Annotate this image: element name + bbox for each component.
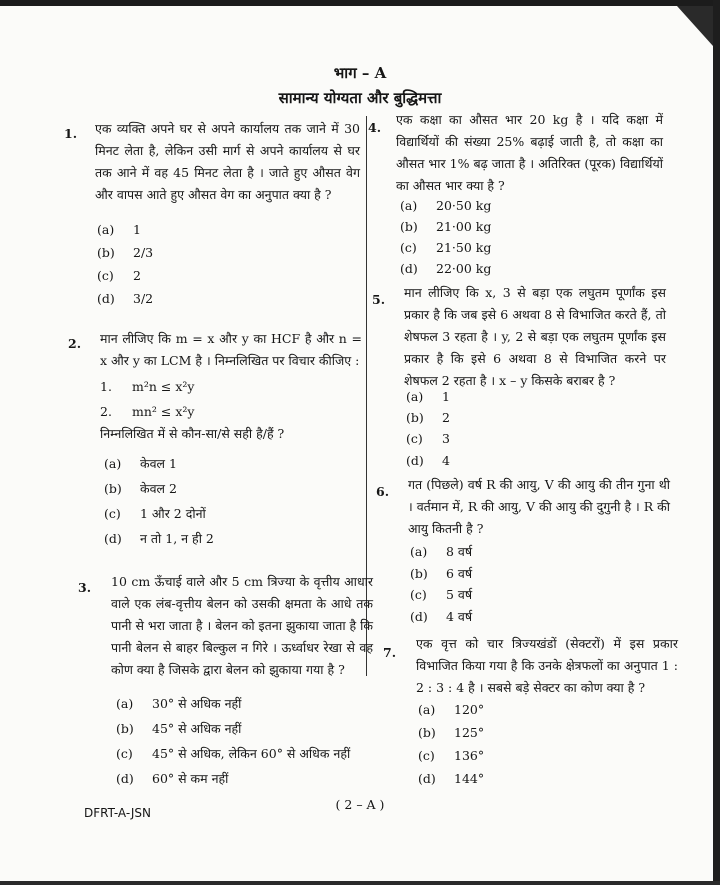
option-text: 60° से कम नहीं xyxy=(152,771,229,786)
statement-number: 2. xyxy=(100,404,112,419)
question-number: 5. xyxy=(372,292,386,307)
option xyxy=(406,410,450,425)
option-label: (a) xyxy=(400,198,418,213)
option-text: 144° xyxy=(454,771,485,786)
option-text: 4 xyxy=(442,453,450,468)
option xyxy=(97,222,141,237)
option-label: (d) xyxy=(116,771,134,786)
option-label: (d) xyxy=(97,291,115,306)
option-label: (d) xyxy=(418,771,436,786)
option-text: 1 xyxy=(133,222,141,237)
option xyxy=(104,455,177,472)
option-text: 21·00 kg xyxy=(436,219,492,234)
option-label: (d) xyxy=(104,531,122,546)
option-text: 2 xyxy=(442,410,450,425)
statement-number: 1. xyxy=(100,379,112,394)
option xyxy=(400,261,491,276)
option-label: (c) xyxy=(406,431,423,446)
option-label: (c) xyxy=(104,506,121,521)
option-label: (c) xyxy=(418,748,435,763)
scan-edge-bottom xyxy=(0,881,720,885)
option-text: 136° xyxy=(454,748,485,763)
option xyxy=(97,268,141,283)
option xyxy=(410,586,472,603)
statement-text: mn² ≤ x²y xyxy=(132,404,195,419)
option-text: 45° से अधिक नहीं xyxy=(152,721,242,736)
option-label: (a) xyxy=(104,456,122,471)
question-number: 3. xyxy=(78,580,92,595)
option-label: (a) xyxy=(97,222,115,237)
statement xyxy=(100,379,194,394)
option-label: (a) xyxy=(116,696,134,711)
option xyxy=(410,543,472,560)
option-text: 120° xyxy=(454,702,485,717)
option-label: (b) xyxy=(116,721,134,736)
option-text: 2 xyxy=(133,268,141,283)
scan-edge-right xyxy=(713,0,720,885)
statement-text: m²n ≤ x²y xyxy=(132,379,195,394)
option xyxy=(418,702,484,717)
option-label: (d) xyxy=(410,609,428,624)
question-number: 4. xyxy=(368,120,382,135)
question-stem: मान लीजिए कि m = x और y का HCF है और n = x और y का LCM है । निम्नलिखित पर विचार कीजिए : xyxy=(100,331,362,368)
option-text: 3 xyxy=(442,431,450,446)
part-label: भाग – A xyxy=(333,64,387,82)
page-number: ( 2 – A ) xyxy=(335,797,385,812)
option xyxy=(104,480,177,497)
option-text: 2/3 xyxy=(133,245,154,260)
option-label: (c) xyxy=(410,587,427,602)
option-label: (c) xyxy=(400,240,417,255)
question-stem: एक वृत्त को चार त्रिज्यखंडों (सेक्टरों) में इस प्रकार विभाजित किया गया है कि उनके क्षेत्रफलों का अनुपात 1 : 2 : 3 : 4 है । सबसे बड़े सेक्टर का कोण क्या है ? xyxy=(416,636,678,695)
option-text: 30° से अधिक नहीं xyxy=(152,696,242,711)
option-text: 5 वर्ष xyxy=(446,587,473,602)
option xyxy=(104,530,214,547)
option-text: केवल 1 xyxy=(140,456,177,471)
option xyxy=(400,219,491,234)
option-text: 6 वर्ष xyxy=(446,566,473,581)
option-text: 1 xyxy=(442,389,450,404)
option-label: (b) xyxy=(104,481,122,496)
question-stem: गत (पिछले) वर्ष R की आयु, V की आयु की तीन गुना थी । वर्तमान में, R की आयु, V की आयु की दुगुनी है । R की आयु कितनी है ? xyxy=(408,477,670,536)
question-prompt: निम्नलिखित में से कौन-सा/से सही है/हैं ? xyxy=(100,426,285,441)
option xyxy=(97,245,153,260)
question-number: 7. xyxy=(383,645,397,660)
option xyxy=(418,748,484,763)
question-number: 1. xyxy=(64,126,78,141)
option xyxy=(418,771,484,786)
option-label: (b) xyxy=(97,245,115,260)
section-title: सामान्य योग्यता और बुद्धिमत्ता xyxy=(278,89,442,107)
question-number: 6. xyxy=(376,484,390,499)
option-label: (b) xyxy=(410,566,428,581)
option-text: 21·50 kg xyxy=(436,240,492,255)
option-label: (c) xyxy=(97,268,114,283)
option xyxy=(410,565,472,582)
option xyxy=(116,770,228,787)
option-label: (d) xyxy=(406,453,424,468)
option xyxy=(418,725,484,740)
option-text: केवल 2 xyxy=(140,481,177,496)
option-text: 1 और 2 दोनों xyxy=(140,506,206,521)
option-label: (b) xyxy=(400,219,418,234)
option-label: (b) xyxy=(418,725,436,740)
option xyxy=(400,198,491,213)
option xyxy=(406,453,450,468)
question-number: 2. xyxy=(68,336,82,351)
option xyxy=(97,291,153,306)
question-stem: एक कक्षा का औसत भार 20 kg है । यदि कक्षा में विद्यार्थियों की संख्या 25% बढ़ाई जाती है, तो कक्षा का औसत भार 1% बढ़ जाता है । अतिरिक्त (पूरक) विद्यार्थियों का औसत भार क्या है ? xyxy=(396,112,663,193)
option-label: (a) xyxy=(418,702,436,717)
scan-corner xyxy=(677,6,713,46)
option-text: 8 वर्ष xyxy=(446,544,473,559)
option-text: 125° xyxy=(454,725,485,740)
question-stem: 10 cm ऊँचाई वाले और 5 cm त्रिज्या के वृत्तीय आधार वाले एक लंब-वृत्तीय बेलन को उसकी क्षमता के आधे तक पानी से भरा जाता है । बेलन को इतना झुकाया जाता है कि पानी बेलन से बाहर बिल्कुल न गिरे । ऊर्ध्वाधर रेखा से वह कोण क्या है जिसके द्वारा बेलन को झुकाया गया है ? xyxy=(111,574,373,677)
option-text: 22·00 kg xyxy=(436,261,492,276)
option xyxy=(406,389,450,404)
statement xyxy=(100,404,194,419)
option-text: 4 वर्ष xyxy=(446,609,473,624)
scan-edge-top xyxy=(0,0,720,6)
option-text: 20·50 kg xyxy=(436,198,492,213)
option-text: 3/2 xyxy=(133,291,154,306)
option xyxy=(116,745,350,762)
option-text: 45° से अधिक, लेकिन 60° से अधिक नहीं xyxy=(152,746,351,761)
option-label: (a) xyxy=(410,544,428,559)
question-stem: मान लीजिए कि x, 3 से बड़ा एक लघुतम पूर्णांक इस प्रकार है कि जब इसे 6 अथवा 8 से विभाजित करते हैं, तो शेषफल 3 रहता है । y, 2 से बड़ा एक लघुतम पूर्णांक इस प्रकार है कि इसे 6 अथवा 8 से विभाजित करने पर शेषफल 2 रहता है । x – y किसके बराबर है ? xyxy=(404,285,666,388)
option xyxy=(400,240,491,255)
option xyxy=(116,720,241,737)
option-label: (a) xyxy=(406,389,424,404)
booklet-code: DFRT-A-JSN xyxy=(84,806,151,820)
option xyxy=(104,505,206,522)
option-text: न तो 1, न ही 2 xyxy=(140,531,214,546)
question-stem: एक व्यक्ति अपने घर से अपने कार्यालय तक जाने में 30 मिनट लेता है, लेकिन उसी मार्ग से अपने कार्यालय से घर तक आने में वह 45 मिनट लेता है । जाते हुए औसत वेग और वापस आते हुए औसत वेग का अनुपात क्या है ? xyxy=(95,121,360,202)
option-label: (b) xyxy=(406,410,424,425)
option xyxy=(406,431,450,446)
option xyxy=(410,608,472,625)
option xyxy=(116,695,241,712)
option-label: (c) xyxy=(116,746,133,761)
option-label: (d) xyxy=(400,261,418,276)
